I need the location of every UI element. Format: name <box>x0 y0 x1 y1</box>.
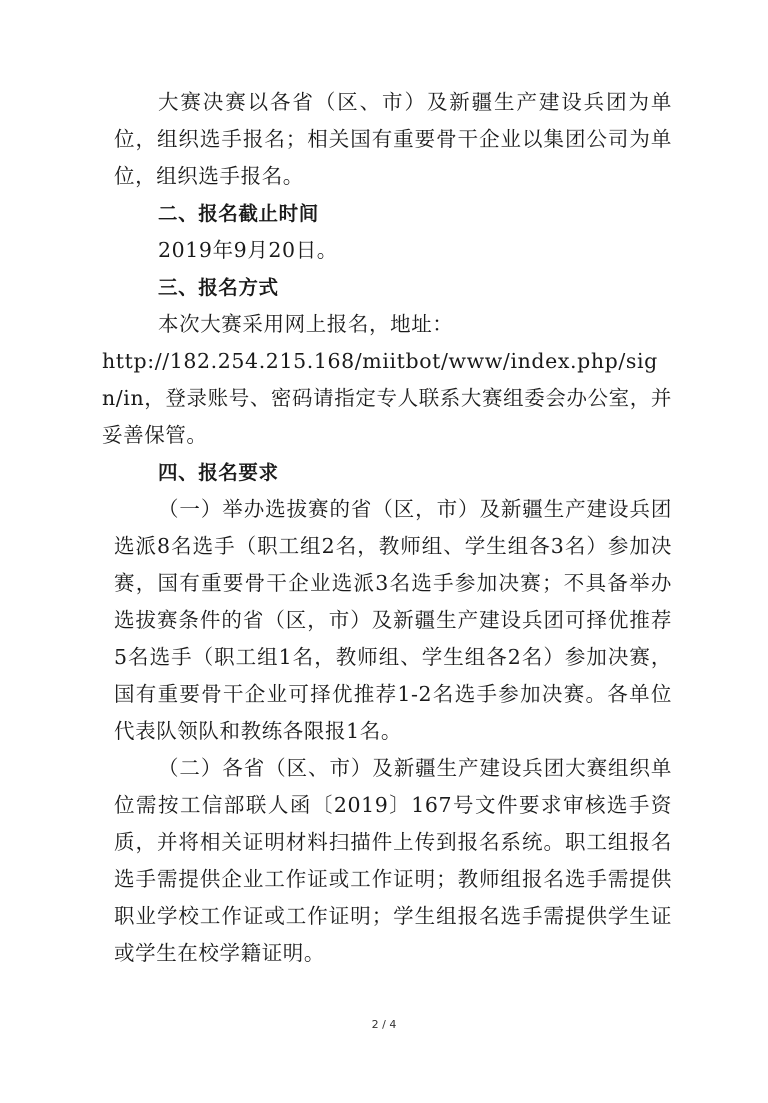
registration-url-paragraph: http://182.254.215.168/miitbot/www/index.php/sign/in，登录账号、密码请指定专人联系大赛组委会办公室，并妥善保管。 <box>102 349 672 447</box>
section-heading-deadline: 二、报名截止时间 <box>158 202 319 225</box>
section-heading-requirements: 四、报名要求 <box>158 461 279 484</box>
section-heading-method: 三、报名方式 <box>158 276 279 299</box>
method-lead: 本次大赛采用网上报名，地址： <box>158 312 454 336</box>
page-number: 2 / 4 <box>371 1018 397 1031</box>
deadline-date: 2019年9月20日。 <box>158 238 338 262</box>
requirement-2: （二）各省（区、市）及新疆生产建设兵团大赛组织单位需按工信部联人函〔2019〕167号文件要求审核选手资质，并将相关证明材料扫描件上传到报名系统。职工组报名选手需提供企业工作证或工作证明；教师组报名选手需提供职业学校工作证或工作证明；学生组报名选手需提供学生证或学生在校学籍证明。 <box>114 756 672 965</box>
document-body <box>102 84 672 972</box>
requirement-1: （一）举办选拔赛的省（区，市）及新疆生产建设兵团选派8名选手（职工组2名，教师组、学生组各3名）参加决赛，国有重要骨干企业选派3名选手参加决赛；不具备举办选拔赛条件的省（区，市）及新疆生产建设兵团可择优推荐5名选手（职工组1名，教师组、学生组各2名）参加决赛，国有重要骨干企业可择优推荐1-2名选手参加决赛。各单位代表队领队和教练各限报1名。 <box>114 497 672 743</box>
paragraph-intro: 大赛决赛以各省（区、市）及新疆生产建设兵团为单位，组织选手报名；相关国有重要骨干企业以集团公司为单位，组织选手报名。 <box>114 90 672 188</box>
